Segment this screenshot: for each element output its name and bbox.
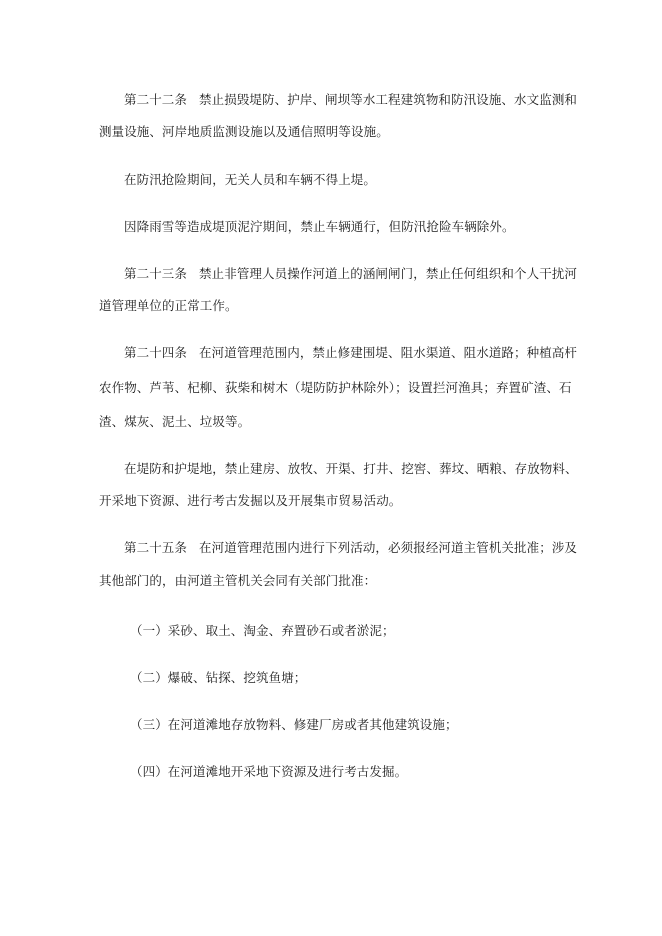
article-25-item-4: （四）在河道滩地开采地下资源及进行考古发掘。 xyxy=(130,764,408,779)
article-25-number: 第二十五条 xyxy=(124,540,188,555)
article-25-line-2: 其他部门的，由河道主管机关会同有关部门批准： xyxy=(99,573,377,588)
article-22-paragraph-2: 在防汛抢险期间，无关人员和车辆不得上堤。 xyxy=(124,172,377,187)
article-22-text-1: 禁止损毁堤防、护岸、闸坝等水工程建筑物和防汛设施、水文监测和 xyxy=(199,92,578,107)
article-23-line-2: 道管理单位的正常工作。 xyxy=(99,298,238,313)
article-24-line-2: 农作物、芦苇、杞柳、荻柴和树木（堤防防护林除外）；设置拦河渔具；弃置矿渣、石 xyxy=(99,380,572,395)
article-22-line-1 xyxy=(124,92,577,108)
article-25-item-2: （二）爆破、钻探、挖筑鱼塘； xyxy=(130,670,307,685)
article-22-number: 第二十二条 xyxy=(124,92,188,107)
article-22-paragraph-3: 因降雨雪等造成堤顶泥泞期间，禁止车辆通行，但防汛抢险车辆除外。 xyxy=(124,219,515,234)
article-23-text-1: 禁止非管理人员操作河道上的涵闸闸门，禁止任何组织和个人干扰河 xyxy=(199,266,578,281)
article-25-item-1: （一）采砂、取土、淘金、弃置砂石或者淤泥； xyxy=(130,623,395,638)
article-25-line-1 xyxy=(124,540,577,556)
article-23-line-1 xyxy=(124,266,577,282)
article-25-text-1: 在河道管理范围内进行下列活动，必须报经河道主管机关批准；涉及 xyxy=(199,540,578,555)
article-24-line-1 xyxy=(124,345,577,361)
article-25-item-3: （三）在河道滩地存放物料、修建厂房或者其他建筑设施； xyxy=(130,717,458,732)
article-24-line-3: 渣、煤灰、泥土、垃圾等。 xyxy=(99,414,251,429)
article-23-number: 第二十三条 xyxy=(124,266,188,281)
article-24-paragraph-2-line-2: 开采地下资源、进行考古发掘以及开展集市贸易活动。 xyxy=(99,493,402,508)
article-22-line-2: 测量设施、河岸地质监测设施以及通信照明等设施。 xyxy=(99,124,389,139)
article-24-paragraph-2-line-1: 在堤防和护堤地，禁止建房、放牧、开渠、打井、挖窖、葬坟、晒粮、存放物料、 xyxy=(124,461,578,476)
article-24-text-1: 在河道管理范围内，禁止修建围堤、阻水渠道、阻水道路；种植高杆 xyxy=(199,345,578,360)
article-24-number: 第二十四条 xyxy=(124,345,188,360)
